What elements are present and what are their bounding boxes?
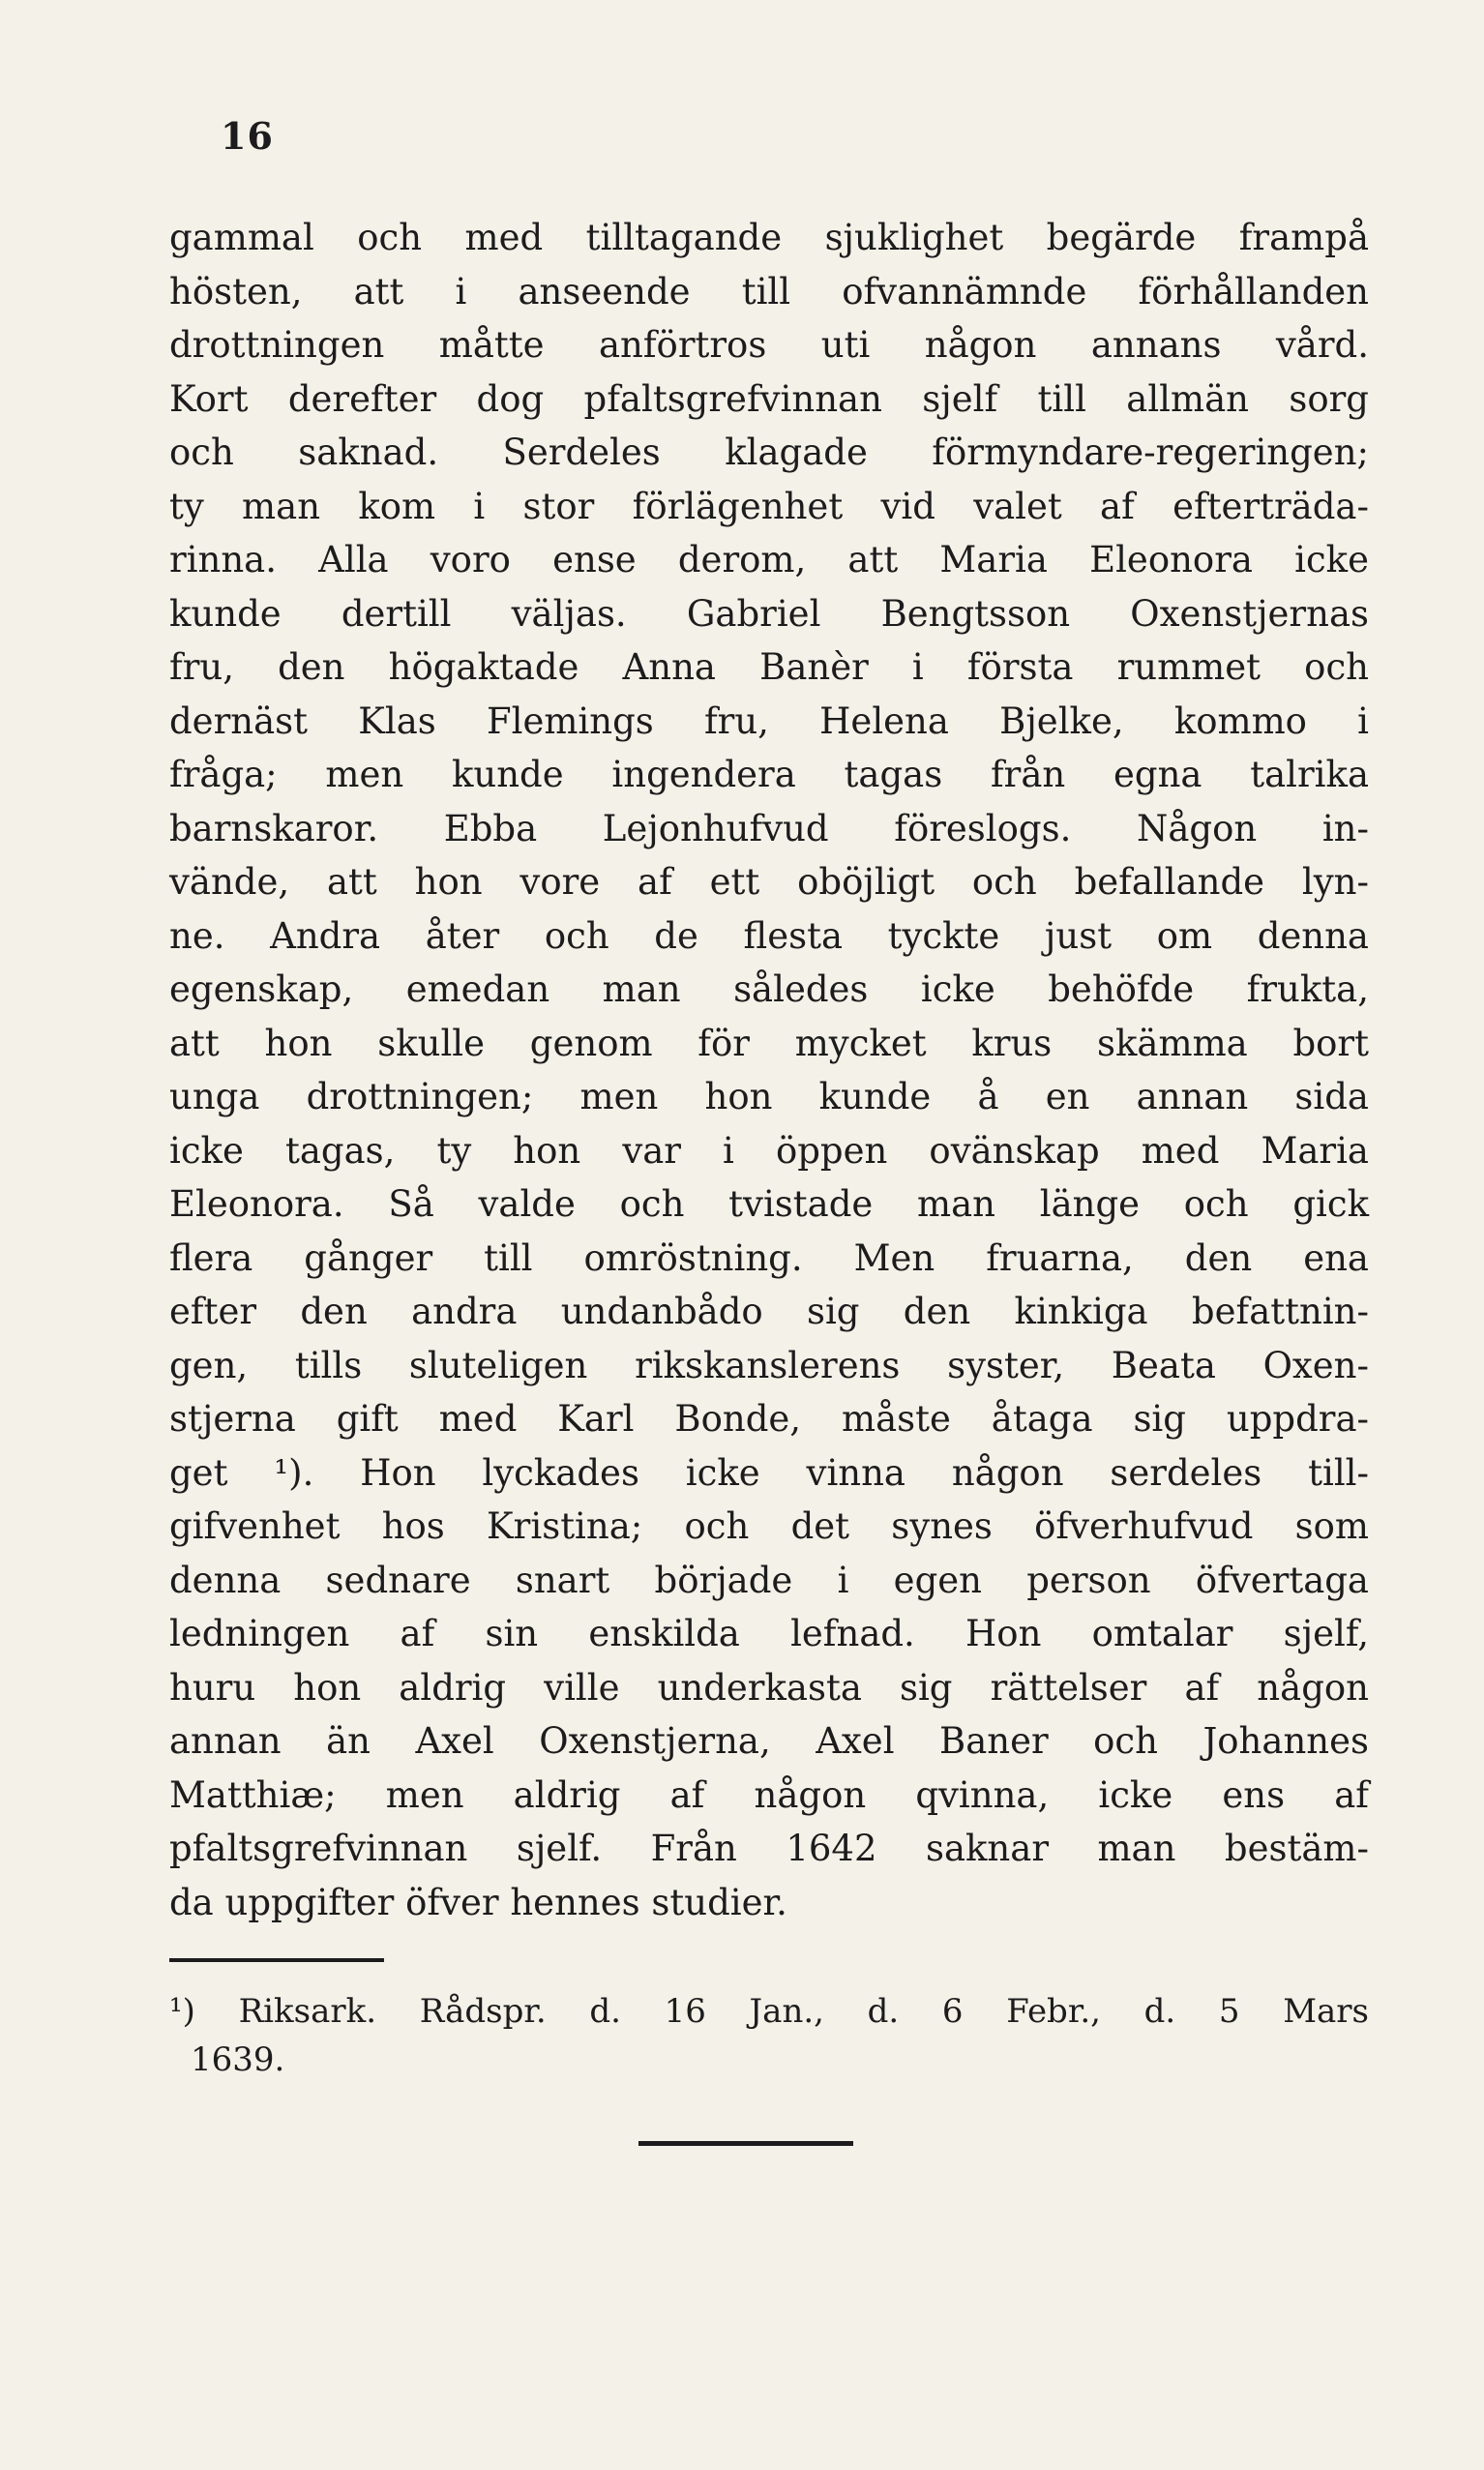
text-line: fråga; men kunde ingendera tagas från egna talrika xyxy=(169,754,1369,795)
text-line: ne. Andra åter och de flesta tyckte just om denna xyxy=(169,914,1369,957)
text-line: fru, den högaktade Anna Banèr i första rummet och xyxy=(169,646,1369,688)
text-line: Matthiæ; men aldrig af någon qvinna, icke ens af xyxy=(169,1773,1369,1816)
footnote-line: ¹) Riksark. Rådspr. d. 16 Jan., d. 6 Febr., d. 5 Mars xyxy=(169,1992,1369,2031)
text-line: gen, tills sluteligen rikskanslerens syster, Beata Oxen- xyxy=(169,1344,1369,1386)
text-line: dernäst Klas Flemings fru, Helena Bjelke, kommo i xyxy=(169,699,1369,742)
text-line: annan än Axel Oxenstjerna, Axel Baner och Johannes xyxy=(169,1720,1369,1762)
text-line: stjerna gift med Karl Bonde, måste åtaga sig uppdra- xyxy=(169,1398,1369,1440)
text-line: ty man kom i stor förlägenhet vid valet af efterträda- xyxy=(169,485,1369,527)
text-line: kunde dertill väljas. Gabriel Bengtsson Oxenstjernas xyxy=(169,592,1369,635)
text-line: barnskaror. Ebba Lejonhufvud föreslogs. Någon in- xyxy=(169,807,1369,849)
text-line: hösten, att i anseende till ofvannämnde förhållanden xyxy=(169,270,1369,312)
text-line: och saknad. Serdeles klagade förmyndare-regeringen; xyxy=(169,432,1369,473)
text-line: Kort derefter dog pfaltsgrefvinnan sjelf till allmän sorg xyxy=(169,377,1369,420)
text-line: Eleonora. Så valde och tvistade man länge och gick xyxy=(169,1183,1369,1225)
footnote-separator xyxy=(169,1958,384,1962)
text-line: denna sednare snart började i egen person öfvertaga xyxy=(169,1559,1369,1601)
text-line: drottningen måtte anförtros uti någon annans vård. xyxy=(169,324,1369,366)
text-line: icke tagas, ty hon var i öppen ovänskap med Maria xyxy=(169,1129,1369,1172)
text-line: gammal och med tilltagande sjuklighet begärde frampå xyxy=(169,217,1369,258)
body-text xyxy=(169,211,1369,1929)
text-line: da uppgifter öfver hennes studier. xyxy=(169,1881,787,1923)
text-line: huru hon aldrig ville underkasta sig rättelser af någon xyxy=(169,1666,1369,1709)
text-line: rinna. Alla voro ense derom, att Maria Eleonora icke xyxy=(169,539,1369,580)
text-line: ledningen af sin enskilda lefnad. Hon omtalar sjelf, xyxy=(169,1613,1369,1654)
text-line: att hon skulle genom för mycket krus skämma bort xyxy=(169,1022,1369,1064)
page-number: 16 xyxy=(221,114,274,158)
text-line: flera gånger till omröstning. Men fruarna, den ena xyxy=(169,1236,1369,1279)
footnote xyxy=(169,1987,1369,2084)
text-line: efter den andra undanbådo sig den kinkiga befattnin- xyxy=(169,1291,1369,1332)
text-line: gifvenhet hos Kristina; och det synes öfverhufvud som xyxy=(169,1505,1369,1547)
end-rule xyxy=(638,2141,853,2146)
footnote-line: 1639. xyxy=(191,2040,285,2079)
text-line: pfaltsgrefvinnan sjelf. Från 1642 saknar man bestäm- xyxy=(169,1828,1369,1869)
text-line: unga drottningen; men hon kunde å en annan sida xyxy=(169,1076,1369,1117)
text-line: get ¹). Hon lyckades icke vinna någon serdeles till- xyxy=(169,1451,1369,1494)
text-line: egenskap, emedan man således icke behöfde frukta, xyxy=(169,968,1369,1010)
text-line: vände, att hon vore af ett oböjligt och befallande lyn- xyxy=(169,861,1369,903)
